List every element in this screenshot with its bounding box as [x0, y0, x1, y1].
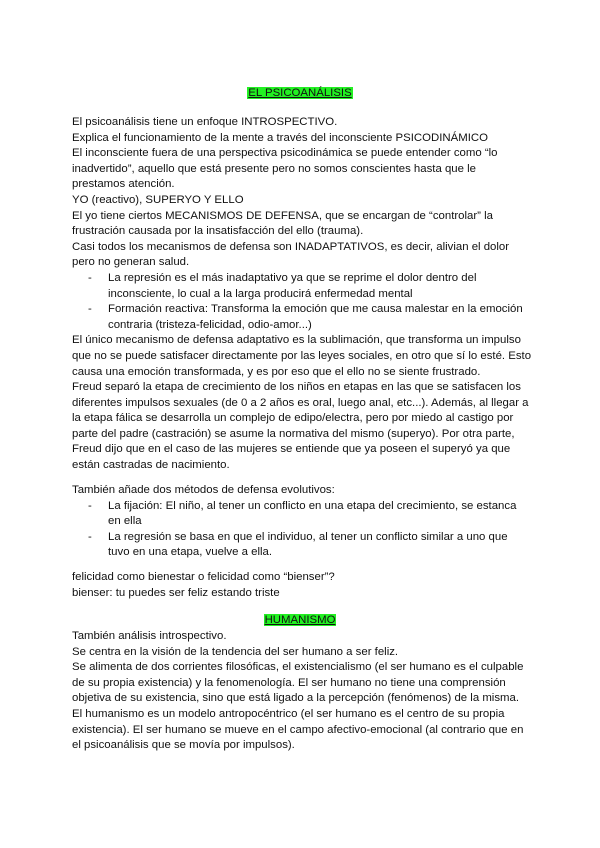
felicidad-notes-block [72, 570, 532, 601]
section-heading-humanismo [0, 613, 600, 629]
paragraph: El único mecanismo de defensa adaptativo es la sublimación, que transforma un impulso que no se puede satisfacer directamente por las leyes sociales, en otro que sí lo esté. Esto causa una emoción transformada, y es por eso que el ello no se siente frustrado. [72, 334, 532, 378]
list-item: - La represión es el más inadaptativo ya que se reprime el dolor dentro del inconsciente, lo cual a la larga producirá enfermedad mental [88, 271, 532, 302]
section-title: HUMANISMO [264, 614, 336, 626]
paragraph: El humanismo es un modelo antropocéntrico (el ser humano es el centro de su propia existencia). El ser humano se mueve en el campo afectivo-emocional (al contrario que en el psicoanálisis que se movía por impulsos). [72, 707, 524, 752]
freud-stages-block [72, 380, 532, 474]
list-item: - La regresión se basa en que el individuo, al tener un conflicto similar a uno que tuvo en una etapa, vuelve a ella. [88, 530, 532, 561]
paragraph: El inconsciente fuera de una perspectiva psicodinámica se puede entender como “lo inadvertido”, aquello que está presente pero no somos conscientes hasta que le prestamos atención. [72, 147, 498, 191]
psicoanalisis-intro-block [72, 115, 532, 380]
humanismo-block [72, 629, 532, 754]
paragraph: Freud separó la etapa de crecimiento de los niños en etapas en las que se satisfacen los diferentes impulsos sexuales (de 0 a 2 años es oral, luego anal, etc...). Además, al llegar a la etapa fálica se desarrolla un complejo de edipo/electra, pero por miedo al castigo por parte del padre (castración) se asume la normativa del mismo (superyo). Por otra parte, Freud dijo que en el caso de las mujeres se entiende que ya poseen el superyó ya que están castradas de nacimiento. [72, 381, 529, 471]
list-item: - Formación reactiva: Transforma la emoción que me causa malestar en la emoción contraria (tristeza-felicidad, odio-amor...) [88, 302, 532, 333]
paragraph: Se centra en la visión de la tendencia del ser humano a ser feliz. [72, 645, 399, 658]
paragraph: También añade dos métodos de defensa evolutivos: [72, 484, 335, 496]
defense-mechanisms-list [72, 271, 532, 333]
paragraph: Explica el funcionamiento de la mente a través del inconsciente PSICODINÁMICO [72, 131, 488, 144]
evolutive-defense-block [72, 483, 532, 561]
paragraph: Se alimenta de dos corrientes filosóficas, el existencialismo (el ser humano es el culpable de su propia existencia) y la fenomenología. El ser humano no tiene una comprensión objetiva de su existencia, sino que está ligado a la percepción (fenómenos) de la misma. [72, 661, 524, 705]
list-item: - La fijación: El niño, al tener un conflicto en una etapa del crecimiento, se estanca en ella [88, 499, 532, 530]
paragraph: bienser: tu puedes ser feliz estando triste [72, 586, 280, 599]
paragraph: También análisis introspectivo. [72, 630, 227, 642]
section-title: EL PSICOANÁLISIS [248, 87, 352, 99]
section-heading-psicoanalisis [0, 86, 600, 102]
paragraph: felicidad como bienestar o felicidad como “bienser”? [72, 571, 335, 583]
paragraph: Casi todos los mecanismos de defensa son INADAPTATIVOS, es decir, alivian el dolor pero no generan salud. [72, 240, 510, 269]
paragraph: El psicoanálisis tiene un enfoque INTROSPECTIVO. [72, 116, 338, 128]
paragraph: El yo tiene ciertos MECANISMOS DE DEFENSA, que se encargan de “controlar” la frustración causada por la insatisfacción del ello (trauma). [72, 209, 493, 238]
paragraph: YO (reactivo), SUPERYO Y ELLO [72, 193, 244, 206]
evolutive-methods-list [72, 499, 532, 561]
